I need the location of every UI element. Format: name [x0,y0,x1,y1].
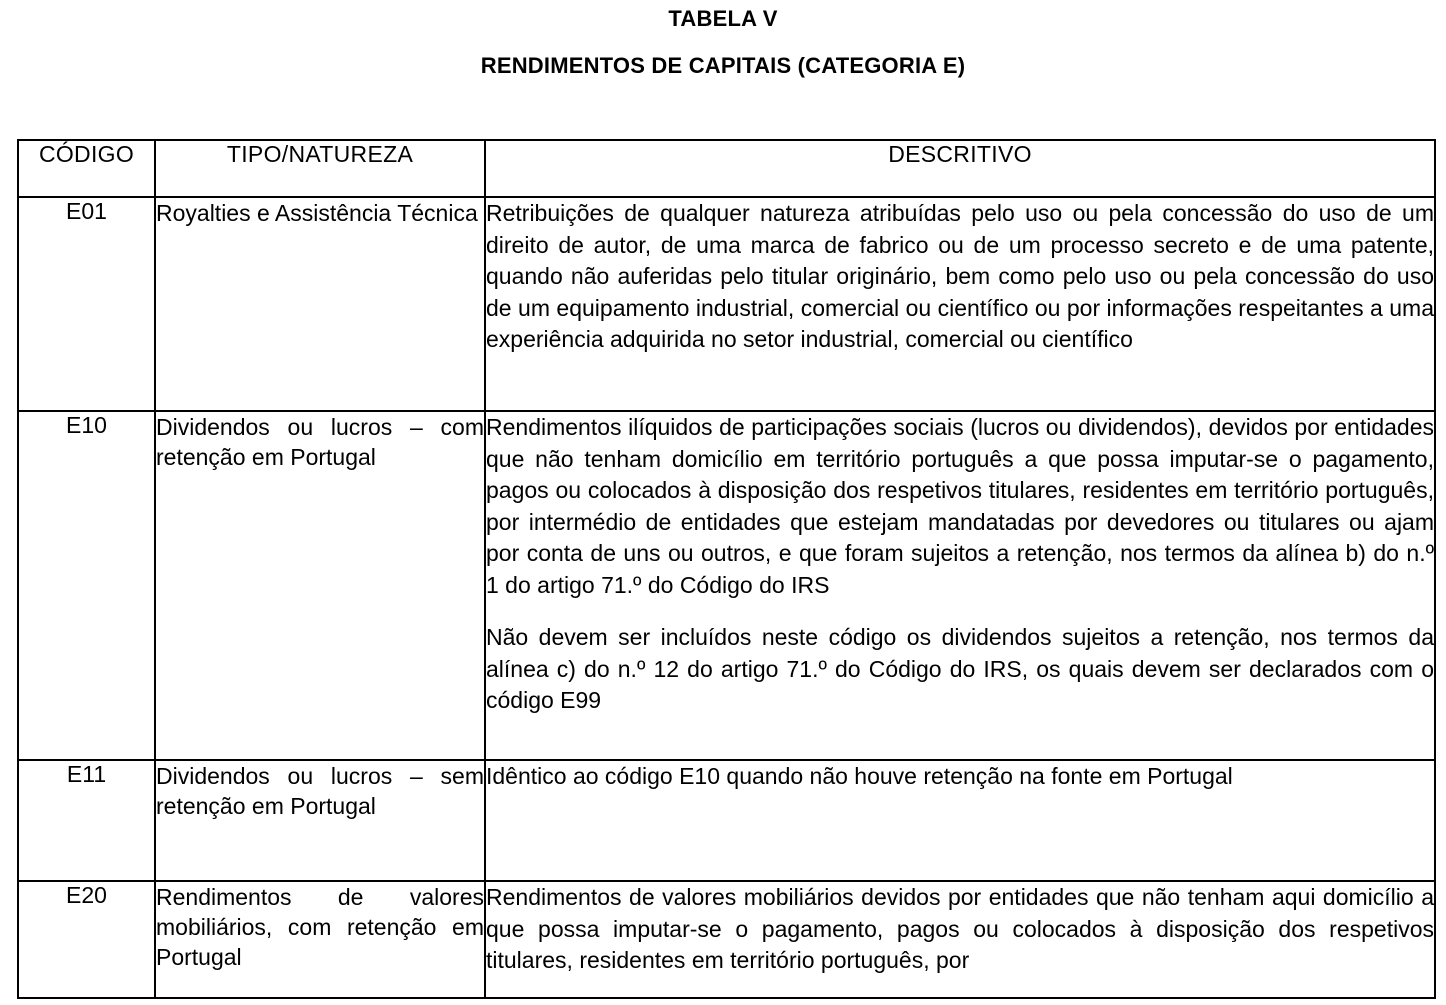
cell-codigo: E10 [18,411,155,760]
cell-codigo: E01 [18,197,155,411]
table-row [18,197,1435,411]
table-header [18,140,1435,197]
descritivo-paragraph: Retribuições de qualquer natureza atribuídas pelo uso ou pela concessão do uso de um direito de autor, de uma marca de fabrico ou de um processo secreto e de uma patente, quando não auferidas pelo titular originário, bem como pelo uso ou pela concessão do uso de um equipamento industrial, comercial ou científico ou por informações respeitantes a uma experiência adquirida no setor industrial, comercial ou científico [486,200,1434,352]
cell-codigo: E11 [18,760,155,881]
cell-descritivo [485,881,1435,998]
table-row [18,760,1435,881]
column-header-descritivo: DESCRITIVO [485,140,1435,197]
cell-descritivo [485,411,1435,760]
document-title-block [0,0,1446,77]
codes-table-container [17,139,1434,999]
table-row [18,881,1435,998]
codes-table [17,139,1436,999]
column-header-codigo: CÓDIGO [18,140,155,197]
cell-descritivo [485,197,1435,411]
descritivo-paragraph: Rendimentos de valores mobiliários devidos por entidades que não tenham aqui domicílio a que possa imputar-se o pagamento, pagos ou colocados à disposição dos respetivos titulares, residentes em território português, por [486,884,1434,973]
descritivo-paragraph: Rendimentos ilíquidos de participações sociais (lucros ou dividendos), devidos por entidades que não tenham domicílio em território português a que possa imputar-se o pagamento, pagos ou colocados à disposição dos respetivos titulares, residentes em território português, por intermédio de entidades que estejam mandatadas por devedores ou titulares ou ajam por conta de uns ou outros, e que foram sujeitos a retenção, nos termos da alínea b) do n.º 1 do artigo 71.º do Código do IRS [486,414,1434,598]
cell-descritivo [485,760,1435,881]
page-title: TABELA V [668,6,778,31]
cell-codigo: E20 [18,881,155,998]
table-row [18,411,1435,760]
cell-tipo-natureza: Dividendos ou lucros – sem retenção em Portugal [155,760,485,881]
column-header-tipo-natureza: TIPO/NATUREZA [155,140,485,197]
cell-tipo-natureza: Dividendos ou lucros – com retenção em Portugal [155,411,485,760]
table-header-row [18,140,1435,197]
cell-tipo-natureza: Royalties e Assistência Técnica [155,197,485,411]
cell-tipo-natureza: Rendimentos de valores mobiliários, com retenção em Portugal [155,881,485,998]
table-body [18,197,1435,998]
descritivo-paragraph: Idêntico ao código E10 quando não houve retenção na fonte em Portugal [486,763,1233,789]
descritivo-paragraph: Não devem ser incluídos neste código os dividendos sujeitos a retenção, nos termos da alínea c) do n.º 12 do artigo 71.º do Código do IRS, os quais devem ser declarados com o código E99 [486,624,1434,713]
page-subtitle: RENDIMENTOS DE CAPITAIS (CATEGORIA E) [480,53,966,78]
